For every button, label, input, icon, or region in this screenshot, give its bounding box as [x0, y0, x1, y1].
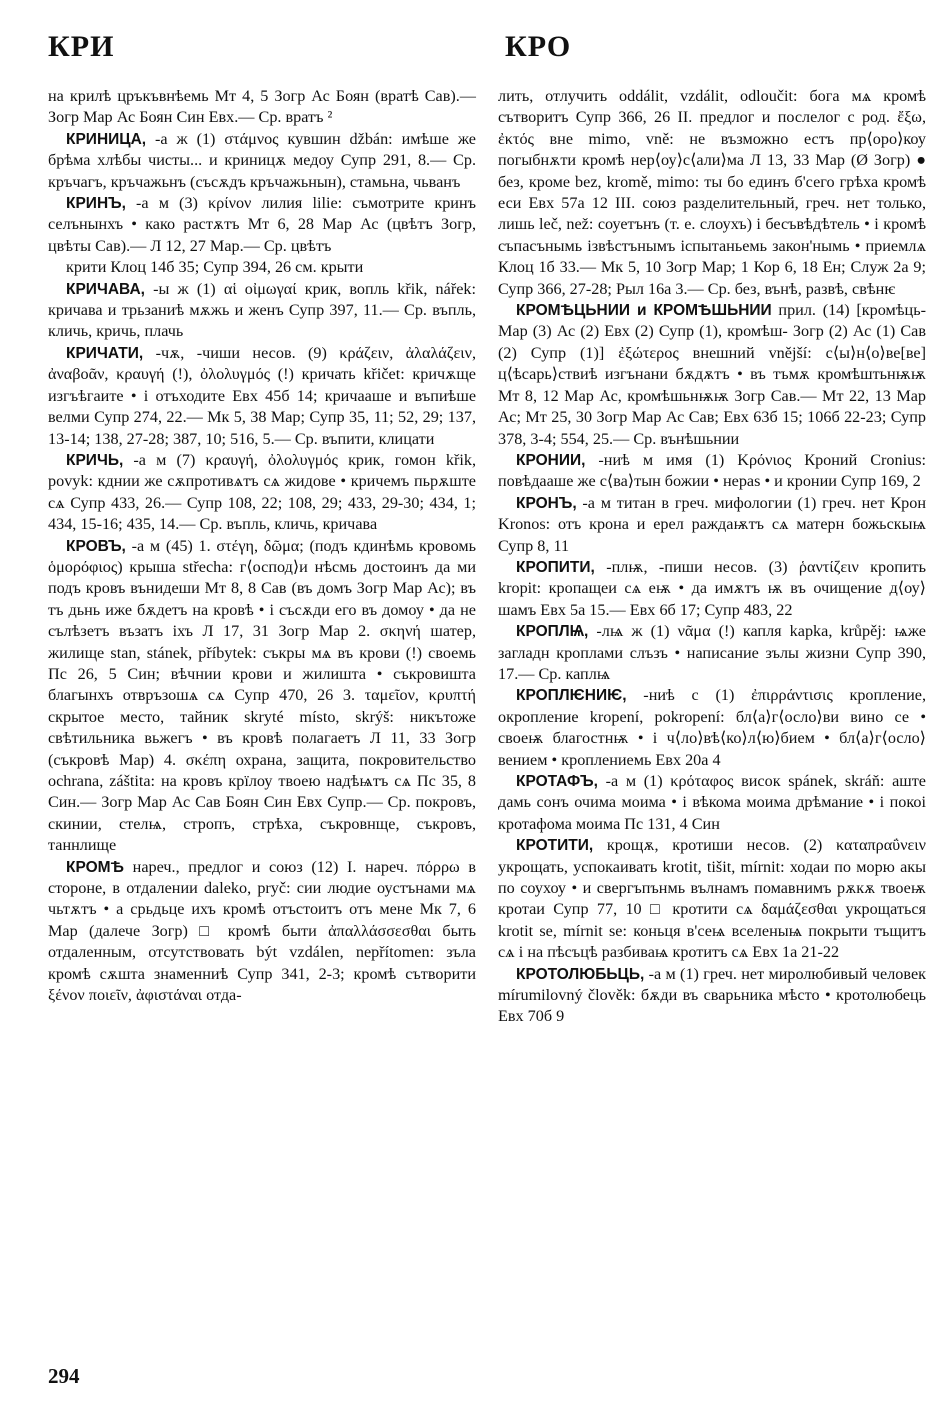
dictionary-entry [48, 343, 476, 450]
entry-headword: КРОТОЛЮБЬЦЬ, [516, 965, 645, 983]
dictionary-entry [48, 193, 476, 257]
entry-body: -ы ж (1) αἱ οἰμωγαί крик, вопль křik, nářek: кричава и трьзаниѣ мѫжь и женъ Супр 397, 11.— Ср. въпль, кличь, кричь, плачь [48, 279, 476, 341]
dictionary-entry [498, 835, 926, 963]
entry-body: -лѩ ж (1) νᾶμα (!) капля kapka, krůpěj: ѩже загладн кроплами слъзъ • написание зълы жизни Супр 390, 17.— Ср. каплѩ [498, 622, 926, 683]
dictionary-entry [48, 279, 476, 343]
entry-body: -плѭ, -пиши несов. (3) ῥαντίζειν кропить kropit: кропащеи сѧ еѭ • да имѫтъ ѭ въ очищение д⟨оу⟩шамъ Евх 5а 15.— Евх 6б 17; Супр 483, 22 [498, 557, 926, 619]
entry-headword: КРОТАФЪ, [516, 773, 598, 790]
entry-headword: КРОНИИ, [516, 451, 586, 469]
dictionary-entry [498, 493, 926, 557]
entry-headword: КРИНЪ, [66, 195, 126, 213]
entry-body: -ниѣ м имя (1) Κρόνιος Кроний Cronius: повѣдааше же с⟨ва⟩тын божии • нераѕ • и кронии Супр 169, 2 [498, 450, 926, 491]
left-column [48, 86, 476, 1006]
entry-headword: КРИЧАВА, [66, 280, 145, 298]
entry-body: лить, отлучить oddálit, vzdálit, odloučit: бога мѧ кромѣ сътворитъ Супр 366, 26 II. предлог и послелог с род. ἔξω, ἐκτός вне mimo, vně: не възможно естъ пр⟨оро⟩коу погыбнѫти кромѣ нер⟨оу⟩с⟨али⟩ма Л 13, 33 Мар (Ø Зогр) ● без, кроме bez, kromě, mimo: ты бо единъ б'сего грѣха кромѣ еси Евх 57а 12 III. союз разделительный, греч. нет только, лишь leč, než: соуетънъ (т. е. слоухъ) і бесъвѣдѣтель • і кромѣ съпасънымь ізвѣстънымъ іспытаньемь закон'нымь • приемлѧ Клоц 1б 33.— Мк 5, 10 Зогр Мар; 1 Кор 6, 18 Ен; Служ 2а 9; Супр 366, 27-28; Рыл 16а 3.— Ср. без, вънѣ, развѣ, свѣнѥ [498, 87, 926, 298]
entry-body: на крилѣ цръкъвнѣемь Мт 4, 5 Зогр Ас Боян (вратѣ Сав).— Зогр Мар Ас Боян Син Евх.— Ср. вратъ ² [48, 87, 476, 127]
page-number: 294 [48, 1364, 80, 1388]
entry-body: крити Клоц 14б 35; Супр 394, 26 см. крыти [66, 258, 364, 277]
dictionary-entry [498, 964, 926, 1028]
running-head-left: КРИ [48, 30, 115, 63]
entry-headword: КРИНИЦА, [66, 130, 147, 148]
running-head-right: КРО [505, 30, 572, 63]
entry-body: нареч., предлог и союз (12) I. нареч. πόρρω в стороне, в отдалении daleko, pryč: сии людие оустънами мѧ чьтѫтъ • а срьдьце ихъ кромѣ отъстоитъ отъ мене Мк 7, 6 Мар (далече Зогр) □ кромѣ быти ἀπαλλάσσεσθαι быть отдаленным, отсутствовать být vzdálen, nepřítomen: зъла кромѣ сѫшта знаменниѣ Супр 341, 2-3; кромѣ сътворити ξένον ποιεῖν, ἀφιστάναι отда- [48, 857, 476, 1005]
dictionary-entry [498, 300, 926, 450]
entry-headword: КРИЧАТИ, [66, 344, 144, 362]
entry-body: прил. (14) [кромѣць- Мар (3) Ас (2) Евх (2) Супр (1), кромѣш- Зогр (2) Ас (1) Сав (2) Супр (1)] ἐξώτερος внешний vnější: с⟨ы⟩н⟨о⟩ве[ве] ц⟨ѣсарь⟩ствиѣ изгънани бѫдѫтъ • въ тъмѫ кромѣштьнѭѭ Мт 8, 12 Мар Ас, кромѣшьнѭѭ Зогр Сав.— Мт 22, 13 Мар Ас; Мт 25, 30 Зогр Мар Ас Сав; Евх 63б 15; 106б 22-23; Супр 378, 3-4; 554, 25.— Ср. вънѣшьнии [498, 301, 926, 448]
entry-headword: КРОПЛѤНИѤ, [516, 687, 627, 705]
entry-headword: КРОМѢ [66, 858, 125, 876]
entry-body: -чѫ, -чиши несов. (9) κράζειν, ἀλαλάζειν, ἀναβοᾶν, κραυγή (!), ὀλολυγμός (!) кричать křičet: кричѫще изгъѣгаите • і отъходите Евх 45б 14; кричааше и въпиѣше велми Супр 274, 22.— Мк 5, 38 Мар; Супр 35, 11; 52, 29; 137, 13-14; 138, 27-28; 387, 10; 516, 5.— Ср. въпити, клицати [48, 343, 476, 448]
dictionary-entry [498, 621, 926, 685]
entry-body: -а м (45) 1. στέγη, δῶμα; (подъ кдинѣмь кровомь ὁμορόφιος) крыша střecha: г⟨оспод⟩и нѣсмь достоинъ да ми подъ кровъ вънидеши Мт 8, 8 Сав (въ домъ Зогр Мар Ас); въ тъ дьнь иже бѫдетъ на кровѣ • і съсѫди его въ домоу • да не сълѣзетъ възатъ іхъ Л 17, 31 Зогр Мар 2. σκηνή шатер, жилище stan, stánek, příbytek: съкры мѧ въ крови (!) своемь Пс 26, 5 Син; вѣчнии крови и жилишта • съкровишта благынхъ отвръзошѧ сѧ Супр 470, 26 3. ταμεῖον, κρυπτή скрытое место, тайник skryté místo, skrýš: никътоже свѣтильника вьжегъ • въ кровѣ полагаетъ Л 11, 33 Зогр (съкровѣ Мар) 4. σκέπη охрана, защита, покровительство ochrana, záštita: на кровъ крїлоу твоею надѣѩтъ сѧ Пс 35, 8 Син.— Зогр Мар Ас Сав Боян Син Евх Супр.— Ср. покровъ, скинии, стелѩ, стропъ, стрѣха, съкровнще, съкровъ, таннлище [48, 536, 476, 855]
entry-headword: КРОТИТИ, [516, 837, 594, 855]
right-column [498, 86, 926, 1028]
entry-body: -а м титан в греч. мифологии (1) греч. нет Крон Kronos: отъ крона и ерел раждаѭтъ сѧ матерн божьскыѩ Супр 8, 11 [498, 493, 926, 555]
dictionary-entry [48, 257, 476, 278]
dictionary-entry [498, 86, 926, 300]
entry-headword: КРОПИТИ, [516, 558, 595, 576]
entry-body: -а м (1) греч. нет миролюбивый человек mírumilovný člověk: бѫди въ сварьника мѣсто • кротолюбець Евх 70б 9 [498, 964, 926, 1026]
entry-body: -а ж (1) στάμνος кувшин džbán: имѣше же брѣма хлѣбы чисты... и криницѫ медоу Супр 291, 8.— Ср. кръчагъ, кръчажьнъ (съсѫдъ кръчажьнын), стамьна, чьванъ [48, 129, 476, 191]
dictionary-entry [48, 857, 476, 1007]
entry-headword: КРОВЪ, [66, 537, 126, 555]
dictionary-entry [498, 450, 926, 493]
dictionary-entry [498, 557, 926, 621]
entry-headword: КРОНЪ, [516, 494, 577, 512]
dictionary-entry [48, 86, 476, 129]
entry-body: -а м (1) κρόταφος висок spánek, skráň: аште дамь сонъ очима моима • і вѣкома моима дрѣмание • і покоі кротафома моима Пс 131, 4 Син [498, 772, 926, 833]
entry-headword: КРОПЛѨ, [516, 623, 589, 641]
dictionary-entry [48, 536, 476, 857]
dictionary-entry [498, 685, 926, 771]
entry-headword: КРИЧЬ, [66, 451, 124, 469]
entry-headword: КРОМѢЦЬНИИ и КРОМѢШЬНИИ [516, 302, 772, 320]
dictionary-entry [498, 771, 926, 835]
dictionary-entry [48, 450, 476, 536]
entry-body: -ниѣ с (1) ἐπιρράντισις кропление, окропление kropení, pokropení: бл⟨а⟩г⟨осло⟩ви вино се • своеѭ благостнѭ • і ч⟨ло⟩вѣ⟨ко⟩л⟨ю⟩бием • бл⟨а⟩г⟨осло⟩вением • кроплениемь Евх 20а 4 [498, 686, 926, 769]
dictionary-entry [48, 129, 476, 193]
entry-body: -а м (3) κρίνον лилия lilie: съмотрите кринъ селънынхъ • како растѫтъ Мт 6, 28 Мар Ас (цвѣтъ Зогр, цвѣты Сав).— Л 12, 27 Мар.— Ср. цвѣтъ [48, 194, 476, 255]
entry-body: крощѫ, кротиши несов. (2) καταπραΰνειν укрощать, успокаивать krotit, tišit, mírnit: ходаи по морю акы по соухоу • и свергъпънмь вълнамъ помавнимъ рѫкѫ твоеѭ кротаи Супр 77, 10 □ кротити сѧ δαμάζεσθαι укрощаться krotit se, mírnit se: коньця в'сеѩ вселеныѩ покрыти тъщитъ сѧ і на пѣсъцѣ разбиваѩ кротитъ сѧ Евх 1а 21-22 [498, 836, 926, 962]
entry-body: -а м (7) κραυγή, ὀλολυγμός крик, гомон křik, povyk: кднии же сѫпротивѧтъ сѧ жидове • кричемъ пьрѫште сѧ Супр 433, 26.— Супр 108, 22; 108, 29; 433, 29-30; 434, 1; 434, 15-16; 435, 14.— Ср. въпль, кличь, кричава [48, 450, 476, 534]
